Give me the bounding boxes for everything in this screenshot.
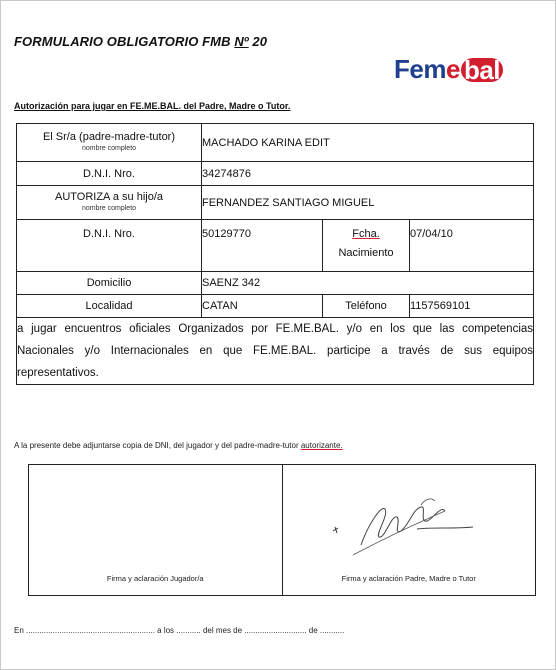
tutor-label: El Sr/a (padre-madre-tutor) [42, 131, 176, 143]
nacimiento-label: Nacimiento [338, 247, 394, 259]
form-title [14, 34, 267, 49]
tutor-label-cell [17, 124, 202, 162]
tutor-signature-area[interactable] [282, 465, 536, 595]
handwritten-signature-icon [313, 485, 513, 565]
attachment-note [14, 441, 343, 450]
title-text: FORMULARIO OBLIGATORIO FMB [14, 34, 235, 49]
birth-date-field[interactable]: 07/04/10 [410, 220, 534, 272]
localidad-label: Localidad [17, 295, 202, 318]
logo-ball-text: bal [461, 58, 503, 82]
table-row [17, 295, 534, 318]
table-row [17, 220, 534, 272]
tutor-dni-label: D.N.I. Nro. [17, 162, 202, 186]
autoriza-label: AUTORIZA a su hijo/a [54, 191, 163, 203]
player-signature-area[interactable] [29, 465, 282, 595]
title-number: 20 [248, 34, 268, 49]
table-row [17, 124, 534, 162]
tutor-sublabel: nombre completo [81, 145, 137, 152]
domicilio-label: Domicilio [17, 272, 202, 295]
child-dni-field[interactable]: 50129770 [202, 220, 323, 272]
telefono-field[interactable]: 1157569101 [410, 295, 534, 318]
autoriza-sublabel: nombre completo [81, 205, 137, 212]
logo-text-e: e [445, 54, 460, 84]
note-underlined-word: autorizante. [300, 441, 343, 450]
table-row [17, 318, 534, 385]
authorization-paragraph: a jugar encuentros oficiales Organizados por FE.ME.BAL. y/o en los que las competencias Nacionales y/o Internacionales en que FE.ME.BAL. participe a través de sus equipos representativos. [17, 318, 534, 385]
child-name-field[interactable]: FERNANDEZ SANTIAGO MIGUEL [202, 186, 534, 220]
fecha-label: Fcha. [352, 228, 380, 240]
child-dni-label: D.N.I. Nro. [17, 220, 202, 272]
form-subtitle: Autorización para jugar en FE.ME.BAL. del Padre, Madre o Tutor. [14, 101, 291, 111]
tutor-name-field[interactable]: MACHADO KARINA EDIT [202, 124, 534, 162]
signature-box [28, 464, 536, 596]
domicilio-field[interactable]: SAENZ 342 [202, 272, 534, 295]
table-row [17, 162, 534, 186]
table-row [17, 272, 534, 295]
birth-date-label-cell [323, 220, 410, 272]
table-row [17, 186, 534, 220]
date-place-line: En .......................................................... a los ........... del mes de ............................ de ........... [14, 626, 345, 635]
player-signature-label: Firma y aclaración Jugador/a [106, 574, 204, 583]
tutor-signature-label: Firma y aclaración Padre, Madre o Tutor [341, 574, 476, 583]
authorization-table [16, 123, 534, 385]
telefono-label: Teléfono [323, 295, 410, 318]
autoriza-label-cell [17, 186, 202, 220]
localidad-field[interactable]: CATAN [202, 295, 323, 318]
tutor-dni-field[interactable]: 34274876 [202, 162, 534, 186]
note-text: A la presente debe adjuntarse copia de DNI, del jugador y del padre-madre-tutor [14, 441, 301, 450]
femebal-logo [394, 54, 503, 85]
logo-text-fem: Fem [394, 54, 446, 84]
title-number-sign: Nº [234, 34, 249, 49]
